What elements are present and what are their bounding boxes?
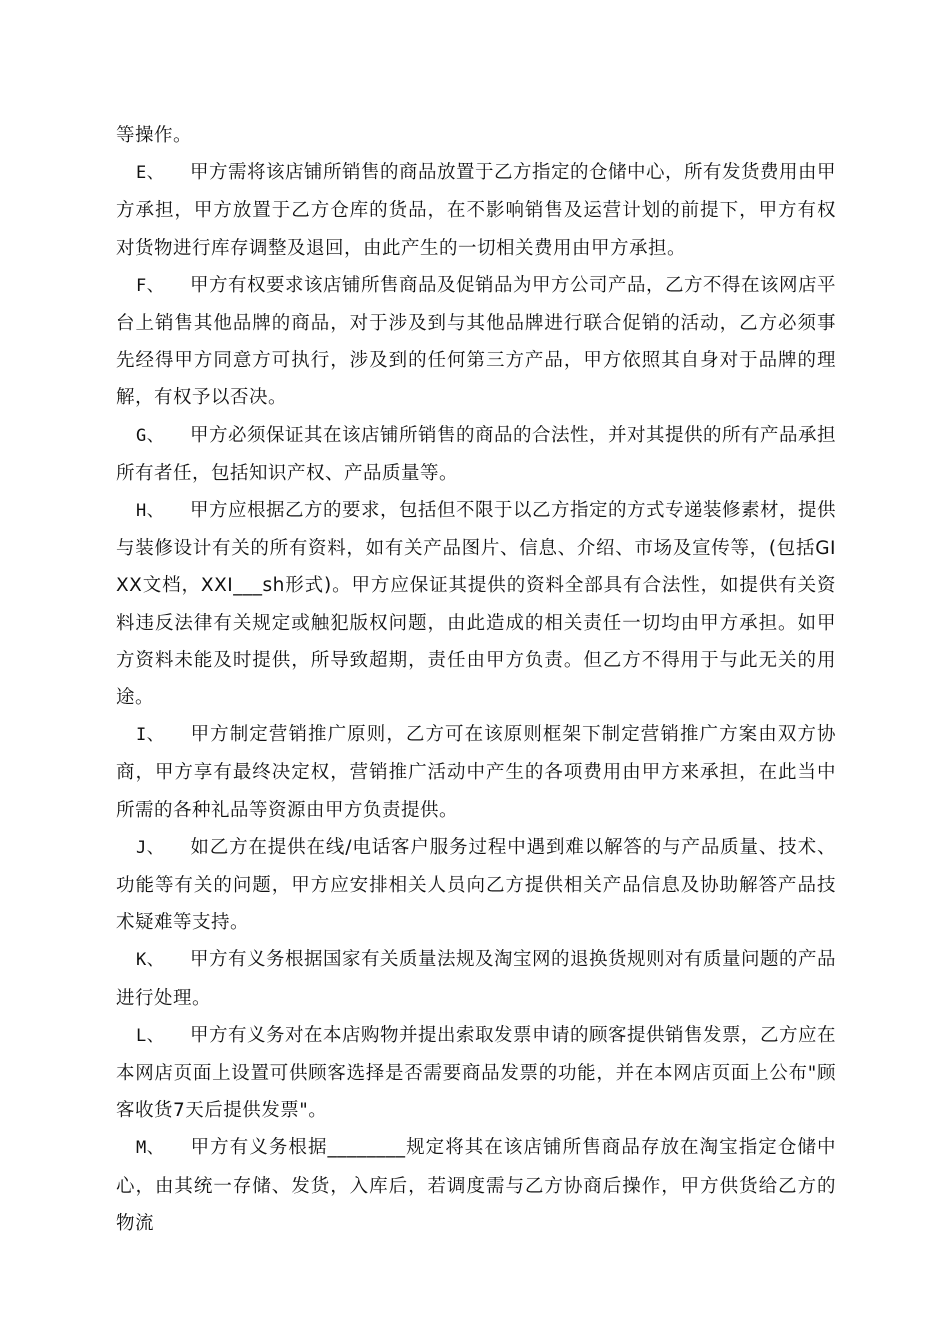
clause-text: 甲方有义务根据________规定将其在该店铺所售商品存放在淘宝指定仓储中心，由其统一存储、发货，入库后，若调度需与乙方协商后操作，甲方供货给乙方的物流 bbox=[116, 1137, 836, 1234]
clause-text: 甲方有权要求该店铺所售商品及促销品为甲方公司产品，乙方不得在该网店平台上销售其他品牌的商品，对于涉及到与其他品牌进行联合促销的活动，乙方必须事先经得甲方同意方可执行，涉及到的任何第三方产品，甲方依照其自身对于品牌的理解，有权予以否决。 bbox=[116, 274, 837, 409]
clause-marker: M、 bbox=[136, 1138, 165, 1159]
clause-i bbox=[116, 716, 836, 829]
clause-marker: E、 bbox=[136, 163, 165, 184]
clause-marker: F、 bbox=[136, 275, 165, 296]
clause-e bbox=[116, 154, 836, 267]
clause-text: 甲方有义务根据国家有关质量法规及淘宝网的退换货规则对有质量问题的产品进行处理。 bbox=[116, 949, 837, 1009]
clause-text: 甲方有义务对在本店购物并提出索取发票申请的顾客提供销售发票，乙方应在本网店页面上设置可供顾客选择是否需要商品发票的功能，并在本网店页面上公布"顾客收货7天后提供发票"。 bbox=[116, 1024, 837, 1122]
clause-marker: J、 bbox=[136, 837, 165, 858]
clause-text: 甲方制定营销推广原则，乙方可在该原则框架下制定营销推广方案由双方协商，甲方享有最终决定权，营销推广活动中产生的各项费用由甲方来承担，在此当中所需的各种礼品等资源由甲方负责提供。 bbox=[116, 724, 836, 821]
clause-k bbox=[116, 941, 836, 1016]
clause-j bbox=[116, 829, 836, 942]
clause-text: 甲方应根据乙方的要求，包括但不限于以乙方指定的方式专递装修素材，提供与装修设计有关的所有资料，如有关产品图片、信息、介绍、市场及宣传等，(包括GIXX文档，XXI___sh形式)。甲方应保证其提供的资料全部具有合法性，如提供有关资料违反法律有关规定或触犯版权问题，由此造成的相关责任一切均由甲方承担。如甲方资料未能及时提供，所导致超期，责任由甲方负责。但乙方不得用于与此无关的用途。 bbox=[116, 500, 837, 709]
paragraph-continuation bbox=[116, 117, 836, 154]
clause-m bbox=[116, 1129, 836, 1242]
clause-marker: I、 bbox=[136, 725, 165, 746]
clause-l bbox=[116, 1017, 836, 1130]
paragraph-text: 等操作。 bbox=[116, 125, 193, 146]
clause-g bbox=[116, 417, 836, 492]
clause-f bbox=[116, 267, 836, 417]
clause-text: 如乙方在提供在线/电话客户服务过程中遇到难以解答的与产品质量、技术、功能等有关的问题，甲方应安排相关人员向乙方提供相关产品信息及协助解答产品技术疑难等支持。 bbox=[116, 836, 836, 934]
clause-h bbox=[116, 492, 836, 716]
clause-text: 甲方必须保证其在该店铺所销售的商品的合法性，并对其提供的所有产品承担所有者任，包括知识产权、产品质量等。 bbox=[116, 424, 837, 484]
clause-marker: K、 bbox=[136, 950, 165, 971]
clause-marker: H、 bbox=[136, 501, 165, 522]
clause-marker: L、 bbox=[136, 1025, 165, 1046]
clause-marker: G、 bbox=[136, 425, 165, 446]
document-body bbox=[116, 117, 836, 1242]
clause-text: 甲方需将该店铺所销售的商品放置于乙方指定的仓储中心，所有发货费用由甲方承担，甲方放置于乙方仓库的货品，在不影响销售及运营计划的前提下，甲方有权对货物进行库存调整及退回，由此产生的一切相关费用由甲方承担。 bbox=[116, 162, 837, 259]
